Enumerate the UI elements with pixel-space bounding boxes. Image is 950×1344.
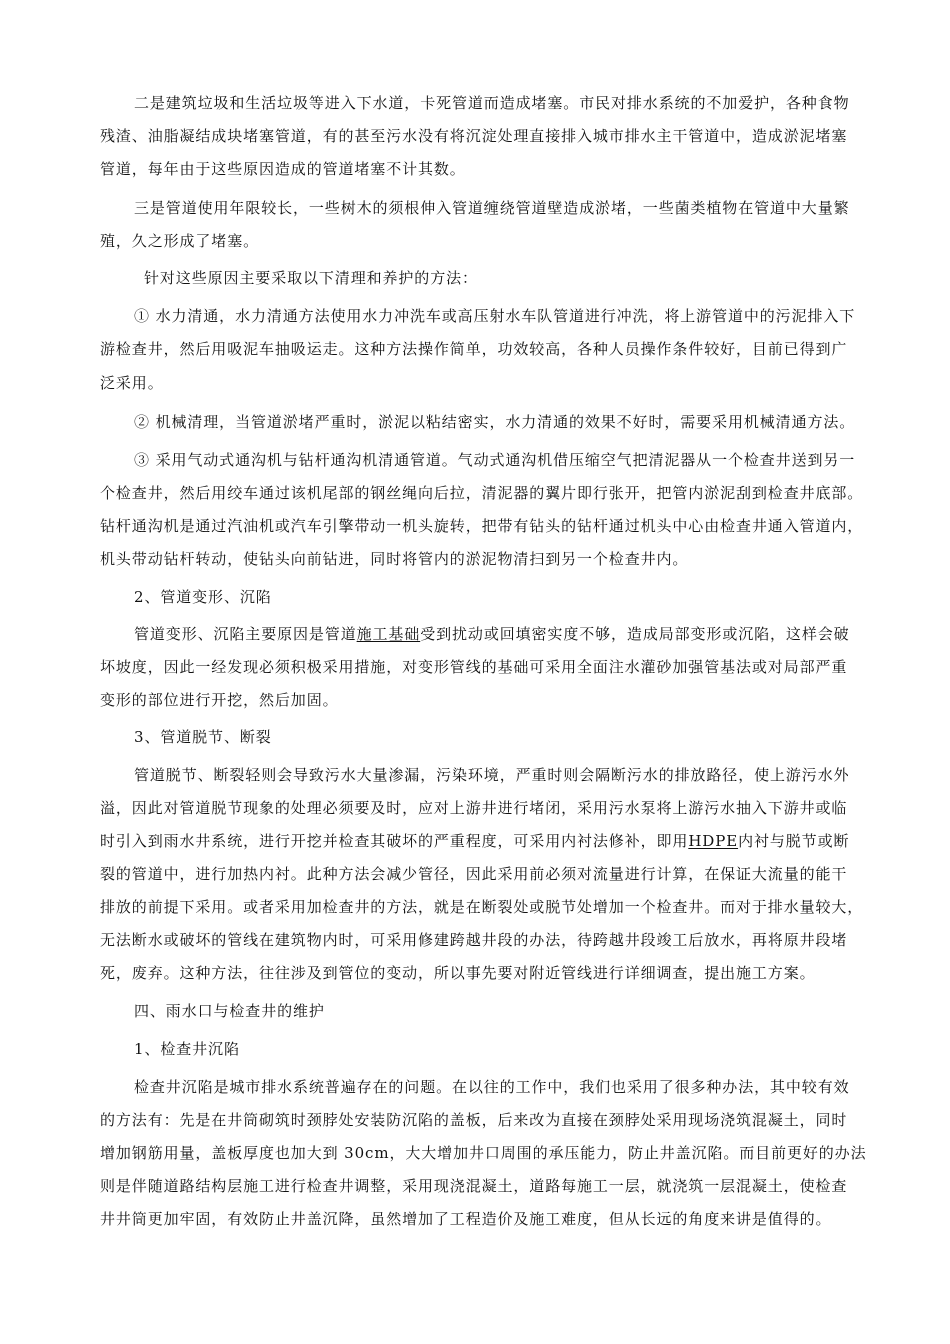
paragraph-line: ② 机械清理，当管道淤堵严重时，淤泥以粘结密实，水力清通的效果不好时，需要采用机械清通方法。 [134, 413, 856, 431]
paragraph-line: 溢，因此对管道脱节现象的处理必须要及时，应对上游井进行堵闭，采用污水泵将上游污水抽入下游井或临 [100, 799, 848, 817]
paragraph-line: 死，废弃。这种方法，往往涉及到管位的变动，所以事先要对附近管线进行详细调查，提出施工方案。 [100, 964, 816, 982]
paragraph-line: ① 水力清通，水力清通方法使用水力冲洗车或高压射水车队管道进行冲洗，将上游管道中的污泥排入下 [134, 307, 856, 325]
section-heading: 1、检查井沉陷 [134, 1040, 240, 1058]
paragraph-line: 检查井沉陷是城市排水系统普遍存在的问题。在以往的工作中，我们也采用了很多种办法，其中较有效 [134, 1078, 850, 1096]
paragraph-line [134, 622, 850, 646]
paragraph-text: 内衬与脱节或断 [738, 832, 850, 850]
paragraph-line: 无法断水或破坏的管线在建筑物内时，可采用修建跨越井段的办法，待跨越井段竣工后放水，再将原井段堵 [100, 931, 848, 949]
paragraph-line: 残渣、油脂凝结成块堵塞管道，有的甚至污水没有将沉淀处理直接排入城市排水主干管道中，造成淤泥堵塞 [100, 127, 848, 145]
paragraph-line: 钻杆通沟机是通过汽油机或汽车引擎带动一机头旋转，把带有钻头的钻杆通过机头中心由检查井通入管道内， [100, 517, 864, 535]
paragraph-line [100, 829, 849, 853]
paragraph-text: 时引入到雨水井系统，进行开挖并检查其破坏的严重程度，可采用内衬法修补，即用 [100, 832, 689, 850]
paragraph-line: 针对这些原因主要采取以下清理和养护的方法： [144, 269, 478, 287]
paragraph-line: 机头带动钻杆转动，使钻头向前钻进，同时将管内的淤泥物清扫到另一个检查井内。 [100, 550, 689, 568]
paragraph-line: 井井筒更加牢固，有效防止井盖沉降，虽然增加了工程造价及施工难度，但从长远的角度来讲是值得的。 [100, 1210, 832, 1228]
paragraph-line: 坏坡度，因此一经发现必须积极采用措施，对变形管线的基础可采用全面注水灌砂加强管基法或对局部严重 [100, 658, 848, 676]
paragraph-line: 泛采用。 [100, 374, 164, 392]
paragraph-line: 管道，每年由于这些原因造成的管道堵塞不计其数。 [100, 160, 466, 178]
term-link[interactable]: HDPE [688, 832, 739, 850]
paragraph-line: 管道脱节、断裂轻则会导致污水大量渗漏，污染环境，严重时则会隔断污水的排放路径，使上游污水外 [134, 766, 850, 784]
paragraph-line: 裂的管道中，进行加热内衬。此种方法会减少管径，因此采用前必须对流量进行计算，在保证大流量的能干 [100, 865, 848, 883]
paragraph-line: ③ 采用气动式通沟机与钻杆通沟机清通管道。气动式通沟机借压缩空气把清泥器从一个检查井送到另一 [134, 451, 856, 469]
paragraph-line: 则是伴随道路结构层施工进行检查井调整，采用现浇混凝土，道路每施工一层，就浇筑一层混凝土，使检查 [100, 1177, 848, 1195]
section-heading: 3、管道脱节、断裂 [134, 728, 272, 746]
paragraph-line: 变形的部位进行开挖，然后加固。 [100, 691, 339, 709]
section-heading: 四、雨水口与检查井的维护 [134, 1002, 325, 1020]
paragraph-line: 二是建筑垃圾和生活垃圾等进入下水道，卡死管道而造成堵塞。市民对排水系统的不加爱护，各种食物 [134, 94, 850, 112]
section-heading: 2、管道变形、沉陷 [134, 588, 272, 606]
term-link[interactable]: 施工基础 [356, 625, 421, 643]
paragraph-line: 殖，久之形成了堵塞。 [100, 232, 260, 250]
paragraph-line: 游检查井，然后用吸泥车抽吸运走。这种方法操作简单，功效较高，各种人员操作条件较好，目前已得到广 [100, 340, 848, 358]
paragraph-text: 受到扰动或回填密实度不够，造成局部变形或沉陷，这样会破 [420, 625, 850, 643]
paragraph-line: 个检查井，然后用绞车通过该机尾部的钢丝绳向后拉，清泥器的翼片即行张开，把管内淤泥刮到检查井底部。 [100, 484, 864, 502]
paragraph-line: 排放的前提下采用。或者采用加检查井的方法，就是在断裂处或脱节处增加一个检查井。而对于排水量较大， [100, 898, 864, 916]
paragraph-line: 增加钢筋用量，盖板厚度也加大到 30cm，大大增加井口周围的承压能力，防止井盖沉陷。而目前更好的办法 [100, 1144, 867, 1162]
paragraph-line: 三是管道使用年限较长，一些树木的须根伸入管道缠绕管道壁造成淤堵，一些菌类植物在管道中大量繁 [134, 199, 850, 217]
paragraph-text: 管道变形、沉陷主要原因是管道 [134, 625, 357, 643]
paragraph-line: 的方法有：先是在井筒砌筑时颈脖处安装防沉陷的盖板，后来改为直接在颈脖处采用现场浇筑混凝土，同时 [100, 1111, 848, 1129]
